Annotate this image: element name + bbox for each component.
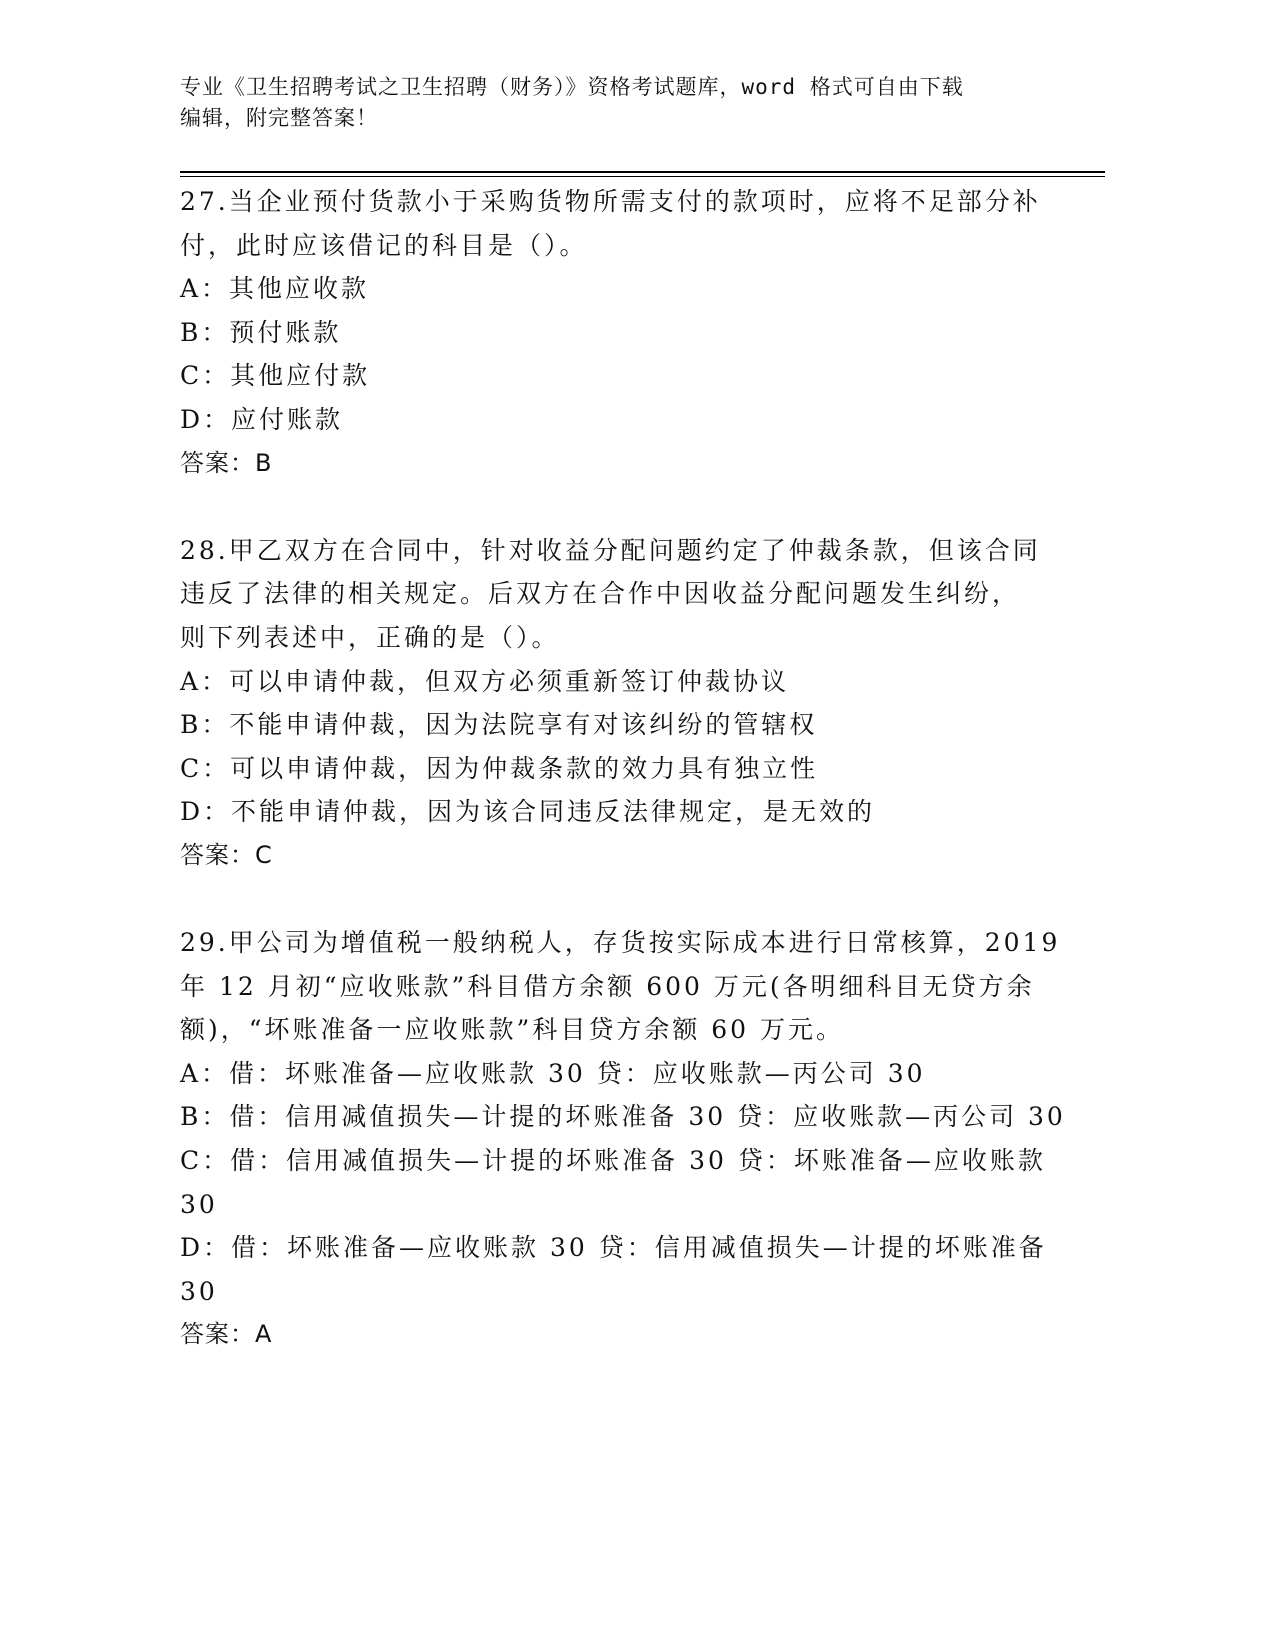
question-stem-line: 29.甲公司为增值税一般纳税人，存货按实际成本进行日常核算，2019 xyxy=(180,928,1061,958)
answer-option: B：不能申请仲裁，因为法院享有对该纠纷的管辖权 xyxy=(180,710,818,740)
answer-option: C：借：信用减值损失—计提的坏账准备 30 贷：坏账准备—应收账款 xyxy=(180,1146,1046,1176)
question-stem-line: 28.甲乙双方在合同中，针对收益分配问题约定了仲裁条款，但该合同 xyxy=(180,535,1041,565)
answer-option: D：不能申请仲裁，因为该合同违反法律规定，是无效的 xyxy=(180,797,876,827)
question-stem-line: 违反了法律的相关规定。后双方在合作中因收益分配问题发生纠纷， xyxy=(180,579,1021,609)
header-line: 编辑，附完整答案！ xyxy=(180,106,378,130)
answer-option: D：应付账款 xyxy=(180,404,344,434)
answer-option: C：可以申请仲裁，因为仲裁条款的效力具有独立性 xyxy=(180,753,819,783)
answer-option: A：其他应收款 xyxy=(180,274,370,304)
answer-option: 30 xyxy=(180,1189,218,1219)
correct-answer: 答案：A xyxy=(180,1320,273,1349)
question-list xyxy=(180,180,1066,1357)
question-block xyxy=(180,180,1060,485)
answer-option: B：预付账款 xyxy=(180,317,342,347)
correct-answer: 答案：B xyxy=(180,448,273,477)
header-divider-thin xyxy=(180,176,1105,177)
question-stem-line: 额)，“坏账准备一应收账款”科目贷方余额 60 万元。 xyxy=(180,1015,845,1045)
header-line: 专业《卫生招聘考试之卫生招聘（财务）》资格考试题库，word 格式可自由下载 xyxy=(180,75,964,99)
document-header xyxy=(180,72,1060,134)
question-block xyxy=(180,878,1066,1358)
question-block xyxy=(180,485,1060,877)
question-stem-line: 则下列表述中，正确的是（）。 xyxy=(180,622,560,652)
answer-option: 30 xyxy=(180,1276,218,1306)
answer-option: B：借：信用减值损失—计提的坏账准备 30 贷：应收账款—丙公司 30 xyxy=(180,1102,1066,1132)
answer-option: D：借：坏账准备—应收账款 30 贷：信用减值损失—计提的坏账准备 xyxy=(180,1233,1047,1263)
answer-option: A：借：坏账准备—应收账款 30 贷：应收账款—丙公司 30 xyxy=(180,1058,926,1088)
header-divider xyxy=(180,171,1105,173)
answer-option: A：可以申请仲裁，但双方必须重新签订仲裁协议 xyxy=(180,666,790,696)
spacer xyxy=(180,485,1060,529)
question-stem-line: 年 12 月初“应收账款”科目借方余额 600 万元(各明细科目无贷方余 xyxy=(180,971,1035,1001)
question-stem-line: 付，此时应该借记的科目是（）。 xyxy=(180,230,588,260)
question-stem-line: 27.当企业预付货款小于采购货物所需支付的款项时，应将不足部分补 xyxy=(180,187,1041,216)
spacer xyxy=(180,878,1060,922)
correct-answer: 答案：C xyxy=(180,840,273,869)
answer-option: C：其他应付款 xyxy=(180,361,371,391)
